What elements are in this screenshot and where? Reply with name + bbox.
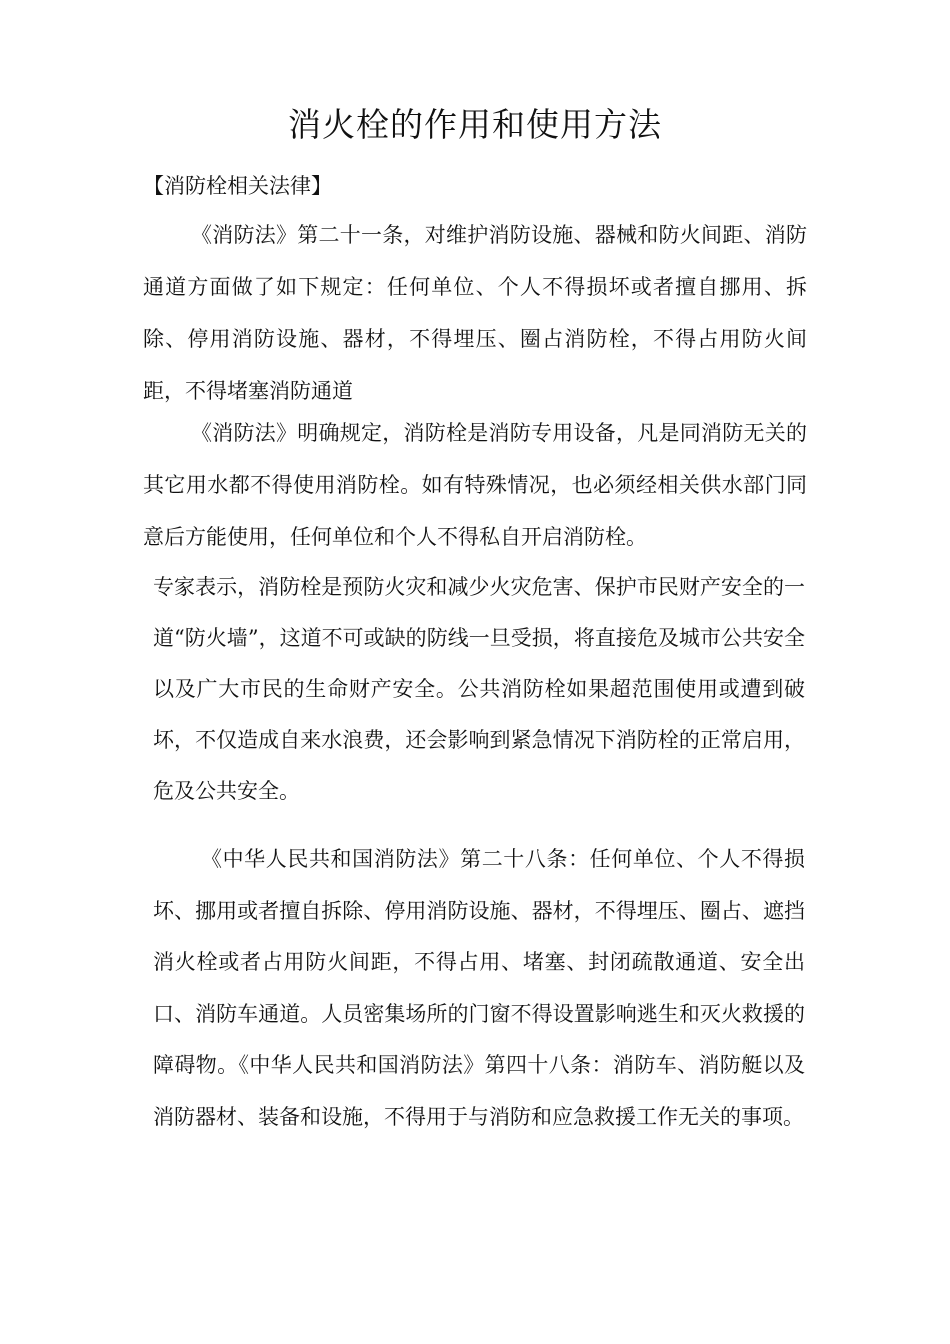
- section-heading: 【消防栓相关法律】: [143, 174, 332, 198]
- paragraph-hydrant-use-rule: 《消防法》明确规定，消防栓是消防专用设备，凡是同消防无关的其它用水都不得使用消防栓。如有特殊情况，也必须经相关供水部门同意后方能使用，任何单位和个人不得私自开启消防栓。: [143, 421, 807, 549]
- paragraph-article-28-48: 《中华人民共和国消防法》第二十八条：任何单位、个人不得损坏、挪用或者擅自拆除、停用消防设施、器材，不得埋压、圈占、遮挡消火栓或者占用防火间距，不得占用、堵塞、封闭疏散通道、安全出口、消防车通道。人员密集场所的门窗不得设置影响逃生和灭火救援的障碍物。《中华人民共和国消防法》第四十八条：消防车、消防艇以及消防器材、装备和设施，不得用于与消防和应急救援工作无关的事项。: [153, 847, 805, 1129]
- paragraph-expert-statement: 专家表示，消防栓是预防火灾和减少火灾危害、保护市民财产安全的一道“防火墙”，这道不可或缺的防线一旦受损，将直接危及城市公共安全以及广大市民的生命财产安全。公共消防栓如果超范围使用或遭到破坏，不仅造成自来水浪费，还会影响到紧急情况下消防栓的正常启用，危及公共安全。: [153, 575, 805, 803]
- document-title: 消火栓的作用和使用方法: [288, 105, 662, 144]
- paragraph-article-21: 《消防法》第二十一条，对维护消防设施、器械和防火间距、消防通道方面做了如下规定：任何单位、个人不得损坏或者擅自挪用、拆除、停用消防设施、器材，不得埋压、圈占消防栓，不得占用防火间距，不得堵塞消防通道: [143, 223, 807, 403]
